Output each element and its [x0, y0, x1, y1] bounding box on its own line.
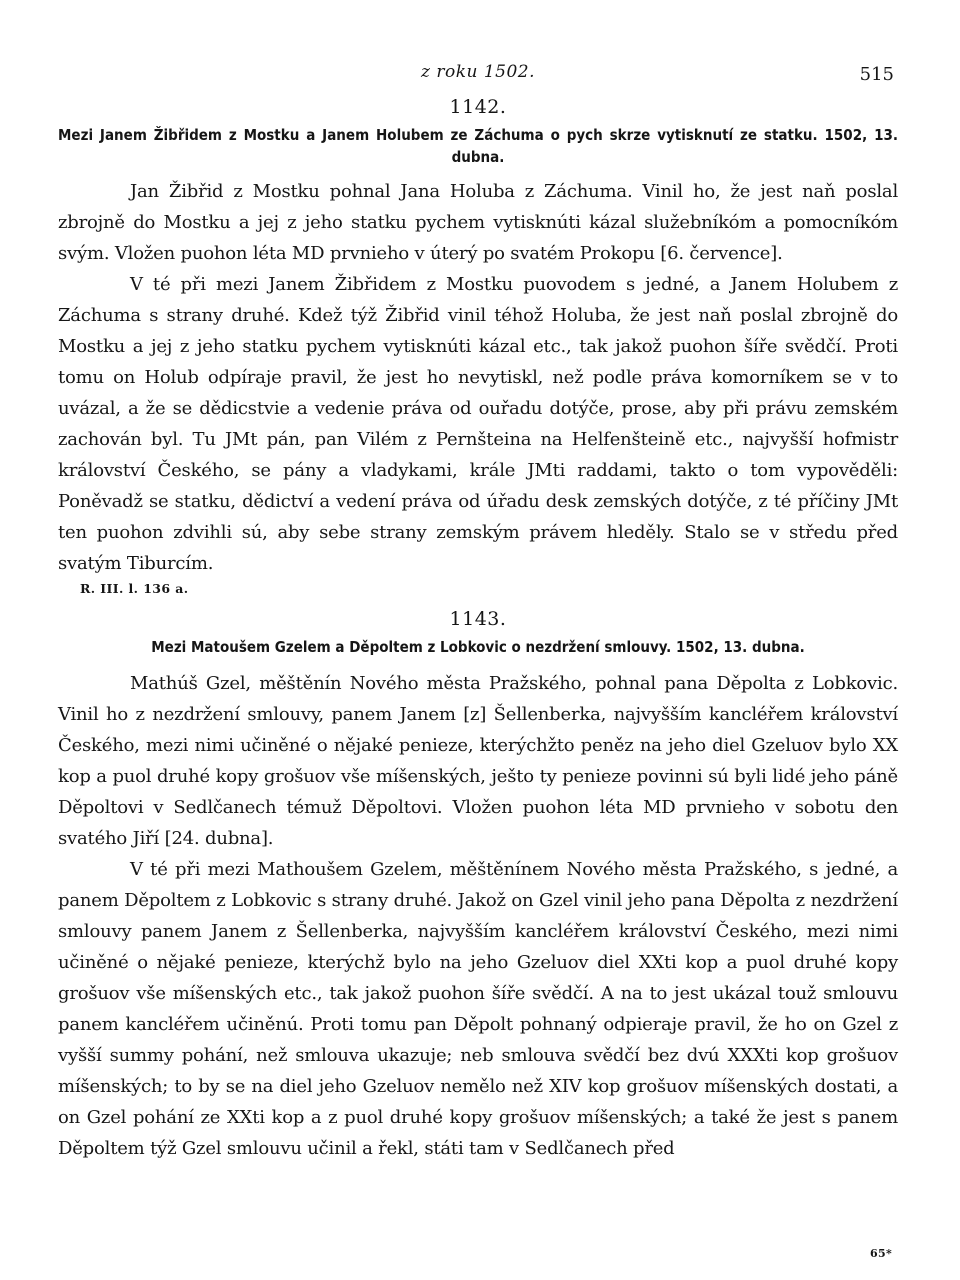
- running-title: z roku 1502.: [420, 62, 536, 82]
- entry-number: 1143.: [449, 608, 507, 630]
- signature-mark: 65*: [870, 1247, 892, 1260]
- source-reference: R. III. l. 136 a.: [80, 581, 189, 596]
- entry-paragraph: V té při mezi Mathoušem Gzelem, měštěnínem Nového města Pražského, s jedné, a panem Děpoltem z Lobkovic s strany druhé. Jakož on Gzel vinil jeho pana Děpolta z nezdržení smlouvy panem Janem z Šellenberka, najvyšším kancléřem království Českého, mezi nimi učiněné o nějaké penieze, kterýchž bylo na jeho Gzeluov diel XXti kop a puol druhé kopy grošuov vše míšenských etc., tak jakož puohon šíře svědčí. A na to jest ukázal touž smlouvu panem kancléřem učiněnú. Proti tomu pan Děpolt pohnaný odpieraje pravil, že ho on Gzel z vyšší summy pohání, než smlouva ukazuje; neb smlouva svědčí bez dvú XXXti kop grošuov míšenských; to by se na diel jeho Gzeluov nemělo než XIV kop grošuov míšenských dostati, a on Gzel pohání ze XXti kop a z puol druhé kopy grošuov míšenských; a také že jest s panem Děpoltem týž Gzel smlouvu učinil a řekl, státi tam v Sedlčanech před: [58, 859, 898, 1159]
- entry-paragraph: Jan Žibřid z Mostku pohnal Jana Holuba z Záchuma. Vinil ho, že jest naň poslal zbrojně do Mostku a jej z jeho statku pychem vytisknúti kázal služebníkóm a pomocníkóm svým. Vložen puohon léta MD prvnieho v úterý po svatém Prokopu [6. července].: [58, 181, 898, 264]
- page-number: 515: [859, 64, 894, 85]
- entry-1142: [58, 96, 898, 596]
- entry-number: 1142.: [449, 96, 507, 118]
- document-page: [58, 60, 898, 1260]
- entry-paragraph: Mathúš Gzel, měštěnín Nového města Pražského, pohnal pana Děpolta z Lobkovic. Vinil ho z nezdržení smlouvy, panem Janem [z] Šellenberka, najvyšším kancléřem království Českého, mezi nimi učiněné o nějaké penieze, kterýchžto peněz na jeho diel Gzeluov bylo XX kop a puol druhé kopy grošuov vše míšenských, ješto ty penieze povinni sú byli lidé jeho páně Děpoltovi v Sedlčanech témuž Děpoltovi. Vložen puohon léta MD prvnieho v sobotu den svatého Jiří [24. dubna].: [58, 673, 898, 849]
- entry-heading: Mezi Matoušem Gzelem a Děpoltem z Lobkovic o nezdržení smlouvy. 1502, 13. dubna.: [151, 638, 805, 656]
- running-header: [58, 60, 898, 94]
- entry-paragraph: V té při mezi Janem Žibřidem z Mostku puovodem s jedné, a Janem Holubem z Záchuma s strany druhé. Kdež týž Žibřid vinil téhož Holuba, že jest naň poslal zbrojně do Mostku a jej z jeho statku pychem vytisknúti kázal etc., tak jakož puohon šíře svědčí. Proti tomu on Holub odpíraje pravil, že jest ho nevytiskl, než podle práva komorníkem se v to uvázal, a že se dědicstvie a vedenie práva od ouřadu dotýče, prose, aby při právu zemském zachován byl. Tu JMt pán, pan Vilém z Pernšteina na Helfenšteině etc., najvyšší hofmistr království Českého, se pány a vladykami, krále JMti raddami, takto o tom vypověděli: Poněvadž se statku, dědictví a vedení práva od úřadu desk zemských dotýče, z té příčiny JMt ten puohon zdvihli sú, aby sebe strany zemským právem hleděly. Stalo se v středu před svatým Tiburcím.: [58, 274, 898, 574]
- entry-heading: Mezi Janem Žibřidem z Mostku a Janem Holubem ze Záchuma o pych skrze vytisknutí ze statku. 1502, 13. dubna.: [58, 126, 898, 166]
- entry-1143: [58, 608, 898, 1164]
